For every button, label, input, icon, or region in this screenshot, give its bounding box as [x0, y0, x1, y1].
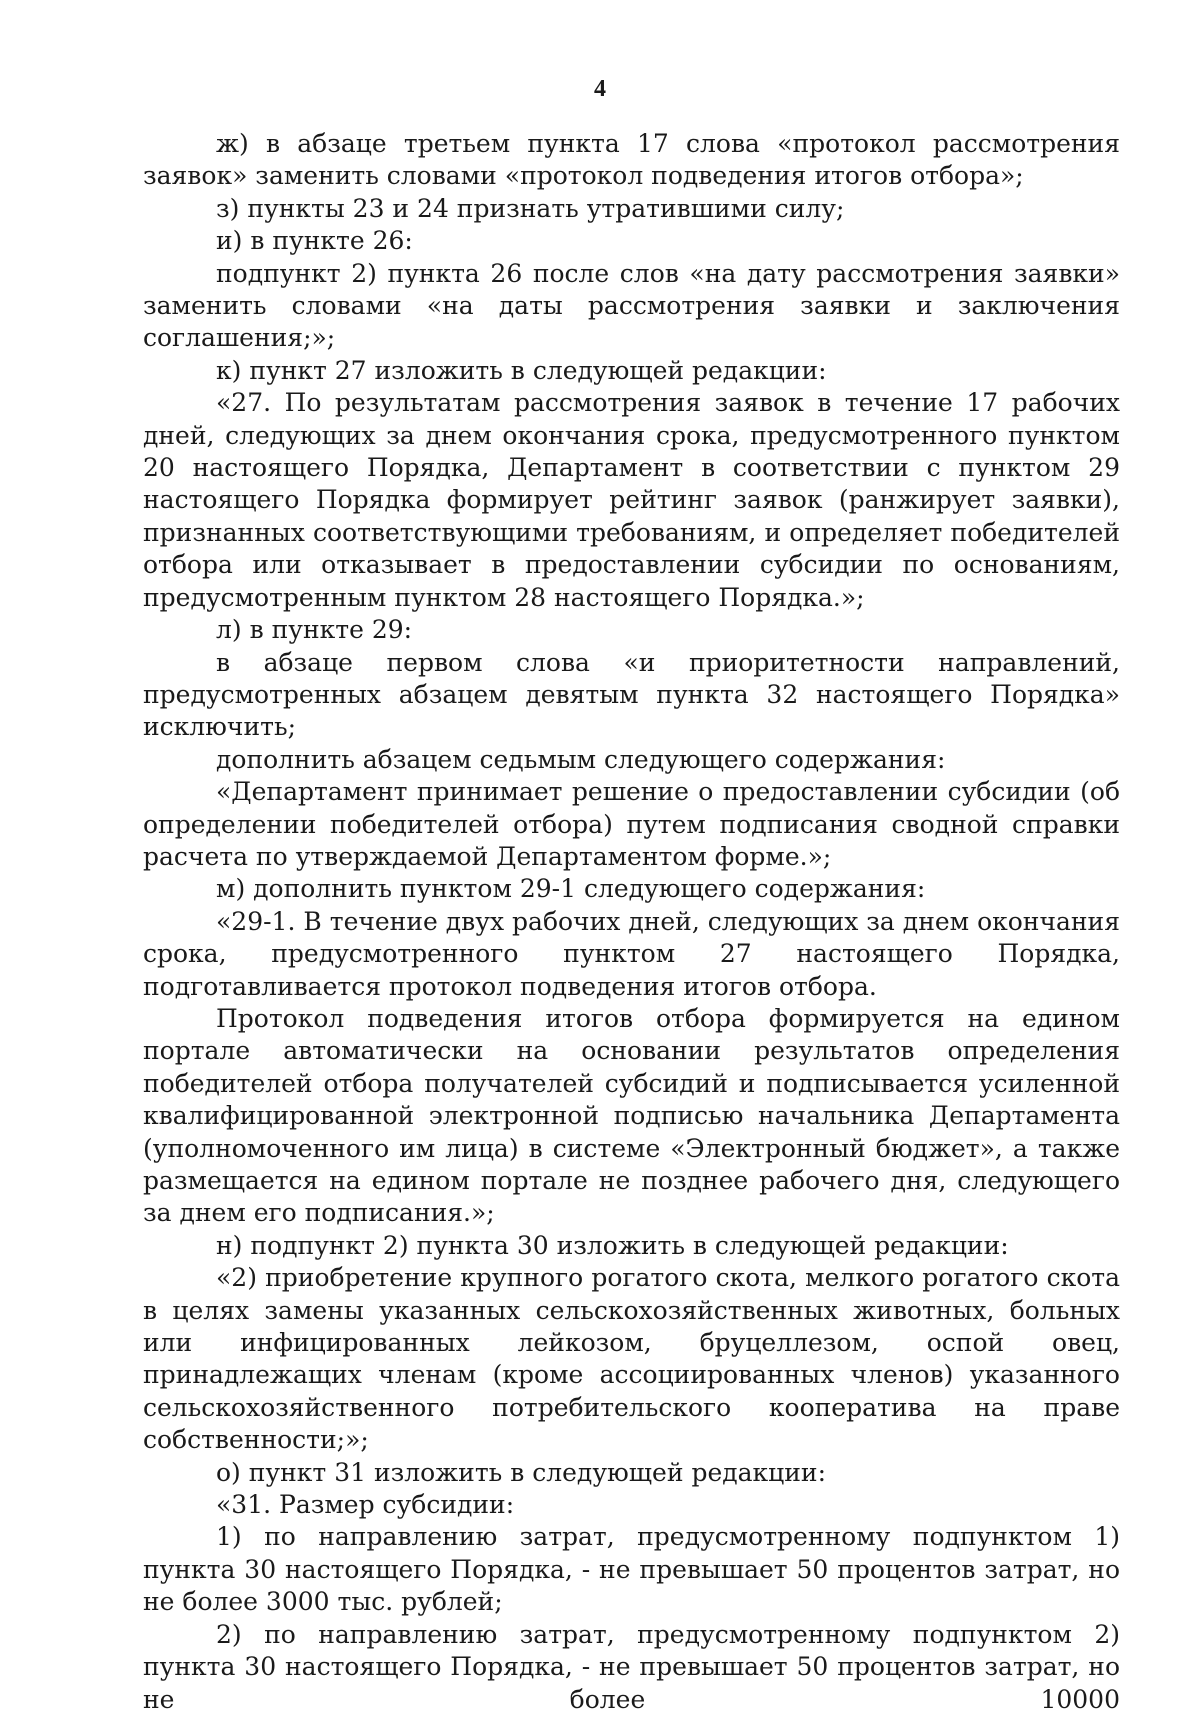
paragraph-point-31: «31. Размер субсидии:: [216, 1490, 515, 1520]
paragraph-n: н) подпункт 2) пункта 30 изложить в следующей редакции:: [216, 1230, 1009, 1260]
paragraph-l-quote: «Департамент принимает решение о предоставлении субсидии (об определении победителей отбора) путем подписания сводной справки расчета по утверждаемой Департаментом форме.»;: [143, 777, 1120, 871]
paragraph-zh: ж) в абзаце третьем пункта 17 слова «протокол рассмотрения заявок» заменить словами «протокол подведения итогов отбора»;: [143, 129, 1120, 191]
paragraph-point-27: «27. По результатам рассмотрения заявок в течение 17 рабочих дней, следующих за днем окончания срока, предусмотренного пунктом 20 настоящего Порядка, Департамент в соответствии с пунктом 29 настоящего Порядка формирует рейтинг заявок (ранжирует заявки), признанных соответствующими требованиям, и определяет победителей отбора или отказывает в предоставлении субсидии по основаниям, предусмотренным пунктом 28 настоящего Порядка.»;: [143, 388, 1120, 612]
paragraph-k: к) пункт 27 изложить в следующей редакции:: [216, 355, 827, 385]
paragraph-l: л) в пункте 29:: [216, 615, 413, 645]
paragraph-protocol: Протокол подведения итогов отбора формируется на едином портале автоматически на основании результатов определения победителей отбора получателей субсидий и подписывается усиленной квалифицированной электронной подписью начальника Департамента (уполномоченного им лица) в системе «Электронный бюджет», а также размещается на едином портале не позднее рабочего дня, следующего за днем его подписания.»;: [143, 1003, 1120, 1228]
document-body: [143, 128, 1120, 1716]
paragraph-m: м) дополнить пунктом 29-1 следующего содержания:: [216, 874, 926, 904]
paragraph-o: о) пункт 31 изложить в следующей редакции:: [216, 1457, 826, 1487]
paragraph-l-first: в абзаце первом слова «и приоритетности направлений, предусмотренных абзацем девятым пункта 32 настоящего Порядка» исключить;: [143, 647, 1120, 742]
paragraph-point-29-1: «29-1. В течение двух рабочих дней, следующих за днем окончания срока, предусмотренного пунктом 27 настоящего Порядка, подготавливается протокол подведения итогов отбора.: [143, 906, 1120, 1001]
paragraph-l-second: дополнить абзацем седьмым следующего содержания:: [216, 744, 946, 774]
paragraph-z: з) пункты 23 и 24 признать утратившими силу;: [216, 193, 845, 223]
paragraph-31-1: 1) по направлению затрат, предусмотренному подпунктом 1) пункта 30 настоящего Порядка, - не превышает 50 процентов затрат, но не более 3000 тыс. рублей;: [143, 1522, 1120, 1617]
paragraph-i: и) в пункте 26:: [216, 226, 413, 256]
paragraph-31-2: 2) по направлению затрат, предусмотренному подпунктом 2) пункта 30 настоящего Порядка, - не превышает 50 процентов затрат, но не более 10000: [143, 1619, 1120, 1714]
paragraph-i-subpoint: подпункт 2) пункта 26 после слов «на дату рассмотрения заявки» заменить словами «на даты рассмотрения заявки и заключения соглашения;»;: [143, 258, 1120, 353]
paragraph-subpoint-2: «2) приобретение крупного рогатого скота, мелкого рогатого скота в целях замены указанных сельскохозяйственных животных, больных или инфицированных лейкозом, бруцеллезом, оспой овец, принадлежащих членам (кроме ассоциированных членов) указанного сельскохозяйственного потребительского кооператива на праве собственности;»;: [143, 1263, 1120, 1455]
page-number: 4: [594, 76, 606, 102]
